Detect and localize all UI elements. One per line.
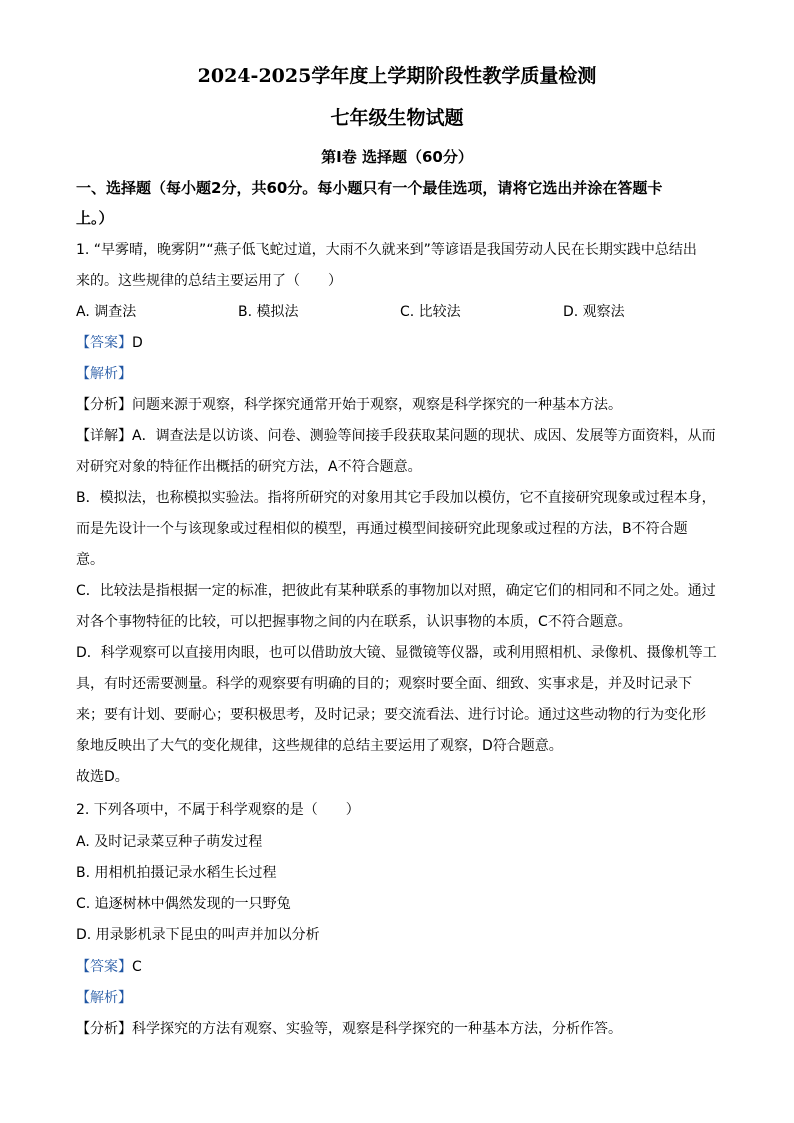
q1-option-c: C. 比较法	[400, 304, 461, 320]
answer-label: 【答案】	[76, 335, 132, 351]
q1-explain-line: 意。	[76, 552, 104, 568]
q1-explain-line: 对研究对象的特征作出概括的研究方法，A不符合题意。	[76, 459, 422, 475]
q1-fenxi	[76, 395, 726, 415]
q1-stem-line2: 来的。这些规律的总结主要运用了（ ）	[76, 273, 342, 289]
q2-option-d: D. 用录影机录下昆虫的叫声并加以分析	[76, 927, 320, 943]
q1-explain-line: 而是先设计一个与该现象或过程相似的模型，再通过模型间接研究此现象或过程的方法，B不符合题	[76, 521, 688, 537]
q2-option-b: B. 用相机拍摄记录水稻生长过程	[76, 865, 277, 881]
q1-answer	[76, 333, 726, 353]
q1-explain-line: 象地反映出了大气的变化规律，这些规律的总结主要运用了观察，D符合题意。	[76, 738, 563, 754]
q1-explain-line: 对各个事物特征的比较，可以把握事物之间的内在联系，认识事物的本质，C不符合题意。	[76, 614, 632, 630]
fenxi-text: 问题来源于观察，科学探究通常开始于观察，观察是科学探究的一种基本方法。	[132, 397, 622, 413]
analysis-label: 【解析】	[76, 990, 132, 1006]
q2-fenxi	[76, 1019, 726, 1039]
q2-analysis-label	[76, 988, 726, 1008]
q1-option-b: B. 模拟法	[238, 304, 299, 320]
section-heading-line2: 上。）	[76, 209, 114, 227]
q1-xiangjie-line1	[76, 426, 726, 446]
q1-option-a: A. 调查法	[76, 304, 137, 320]
xiangjie-label: 【详解】	[76, 428, 132, 444]
fenxi-text: 科学探究的方法有观察、实验等，观察是科学探究的一种基本方法，分析作答。	[132, 1021, 622, 1037]
section-heading-line1: 一、选择题（每小题2分，共60分。每小题只有一个最佳选项，请将它选出并涂在答题卡	[76, 179, 663, 197]
q1-analysis-label	[76, 364, 726, 384]
q1-conclusion: 故选D。	[76, 769, 129, 785]
q1-stem-line1: 1. “早雾晴，晚雾阴”“燕子低飞蛇过道，大雨不久就来到”等谚语是我国劳动人民在长期实践中总结出	[76, 242, 697, 258]
volume-heading: 第Ⅰ卷 选择题（60分）	[321, 148, 473, 166]
q2-option-c: C. 追逐树林中偶然发现的一只野兔	[76, 896, 291, 912]
answer-value: D	[132, 335, 143, 351]
fenxi-label: 【分析】	[76, 397, 132, 413]
q1-explain-line: B．模拟法，也称模拟实验法。指将所研究的对象用其它手段加以模仿，它不直接研究现象或过程本身，	[76, 490, 716, 506]
q2-answer	[76, 957, 726, 977]
exam-subtitle: 七年级生物试题	[330, 107, 464, 129]
q1-explain-line: 具，有时还需要测量。科学的观察要有明确的目的；观察时要全面、细致、实事求是，并及时记录下	[76, 676, 692, 692]
q2-option-a: A. 及时记录菜豆种子萌发过程	[76, 834, 263, 850]
q1-explain-line: C．比较法是指根据一定的标准，把彼此有某种联系的事物加以对照，确定它们的相同和不同之处。通过	[76, 583, 716, 599]
answer-value: C	[132, 959, 142, 975]
answer-label: 【答案】	[76, 959, 132, 975]
q1-explain-line: 来；要有计划、要耐心；要积极思考，及时记录；要交流看法、进行讨论。通过这些动物的行为变化形	[76, 707, 706, 723]
q1-option-d: D. 观察法	[563, 304, 625, 320]
analysis-label: 【解析】	[76, 366, 132, 382]
xiangjie-text: A．调查法是以访谈、问卷、测验等间接手段获取某问题的现状、成因、发展等方面资料，从而	[132, 428, 716, 444]
fenxi-label: 【分析】	[76, 1021, 132, 1037]
exam-title: 2024-2025学年度上学期阶段性教学质量检测	[197, 65, 597, 87]
q1-explain-line: D．科学观察可以直接用肉眼，也可以借助放大镜、显微镜等仪器，或利用照相机、录像机、摄像机等工	[76, 645, 717, 661]
q2-stem: 2. 下列各项中，不属于科学观察的是（ ）	[76, 802, 360, 818]
